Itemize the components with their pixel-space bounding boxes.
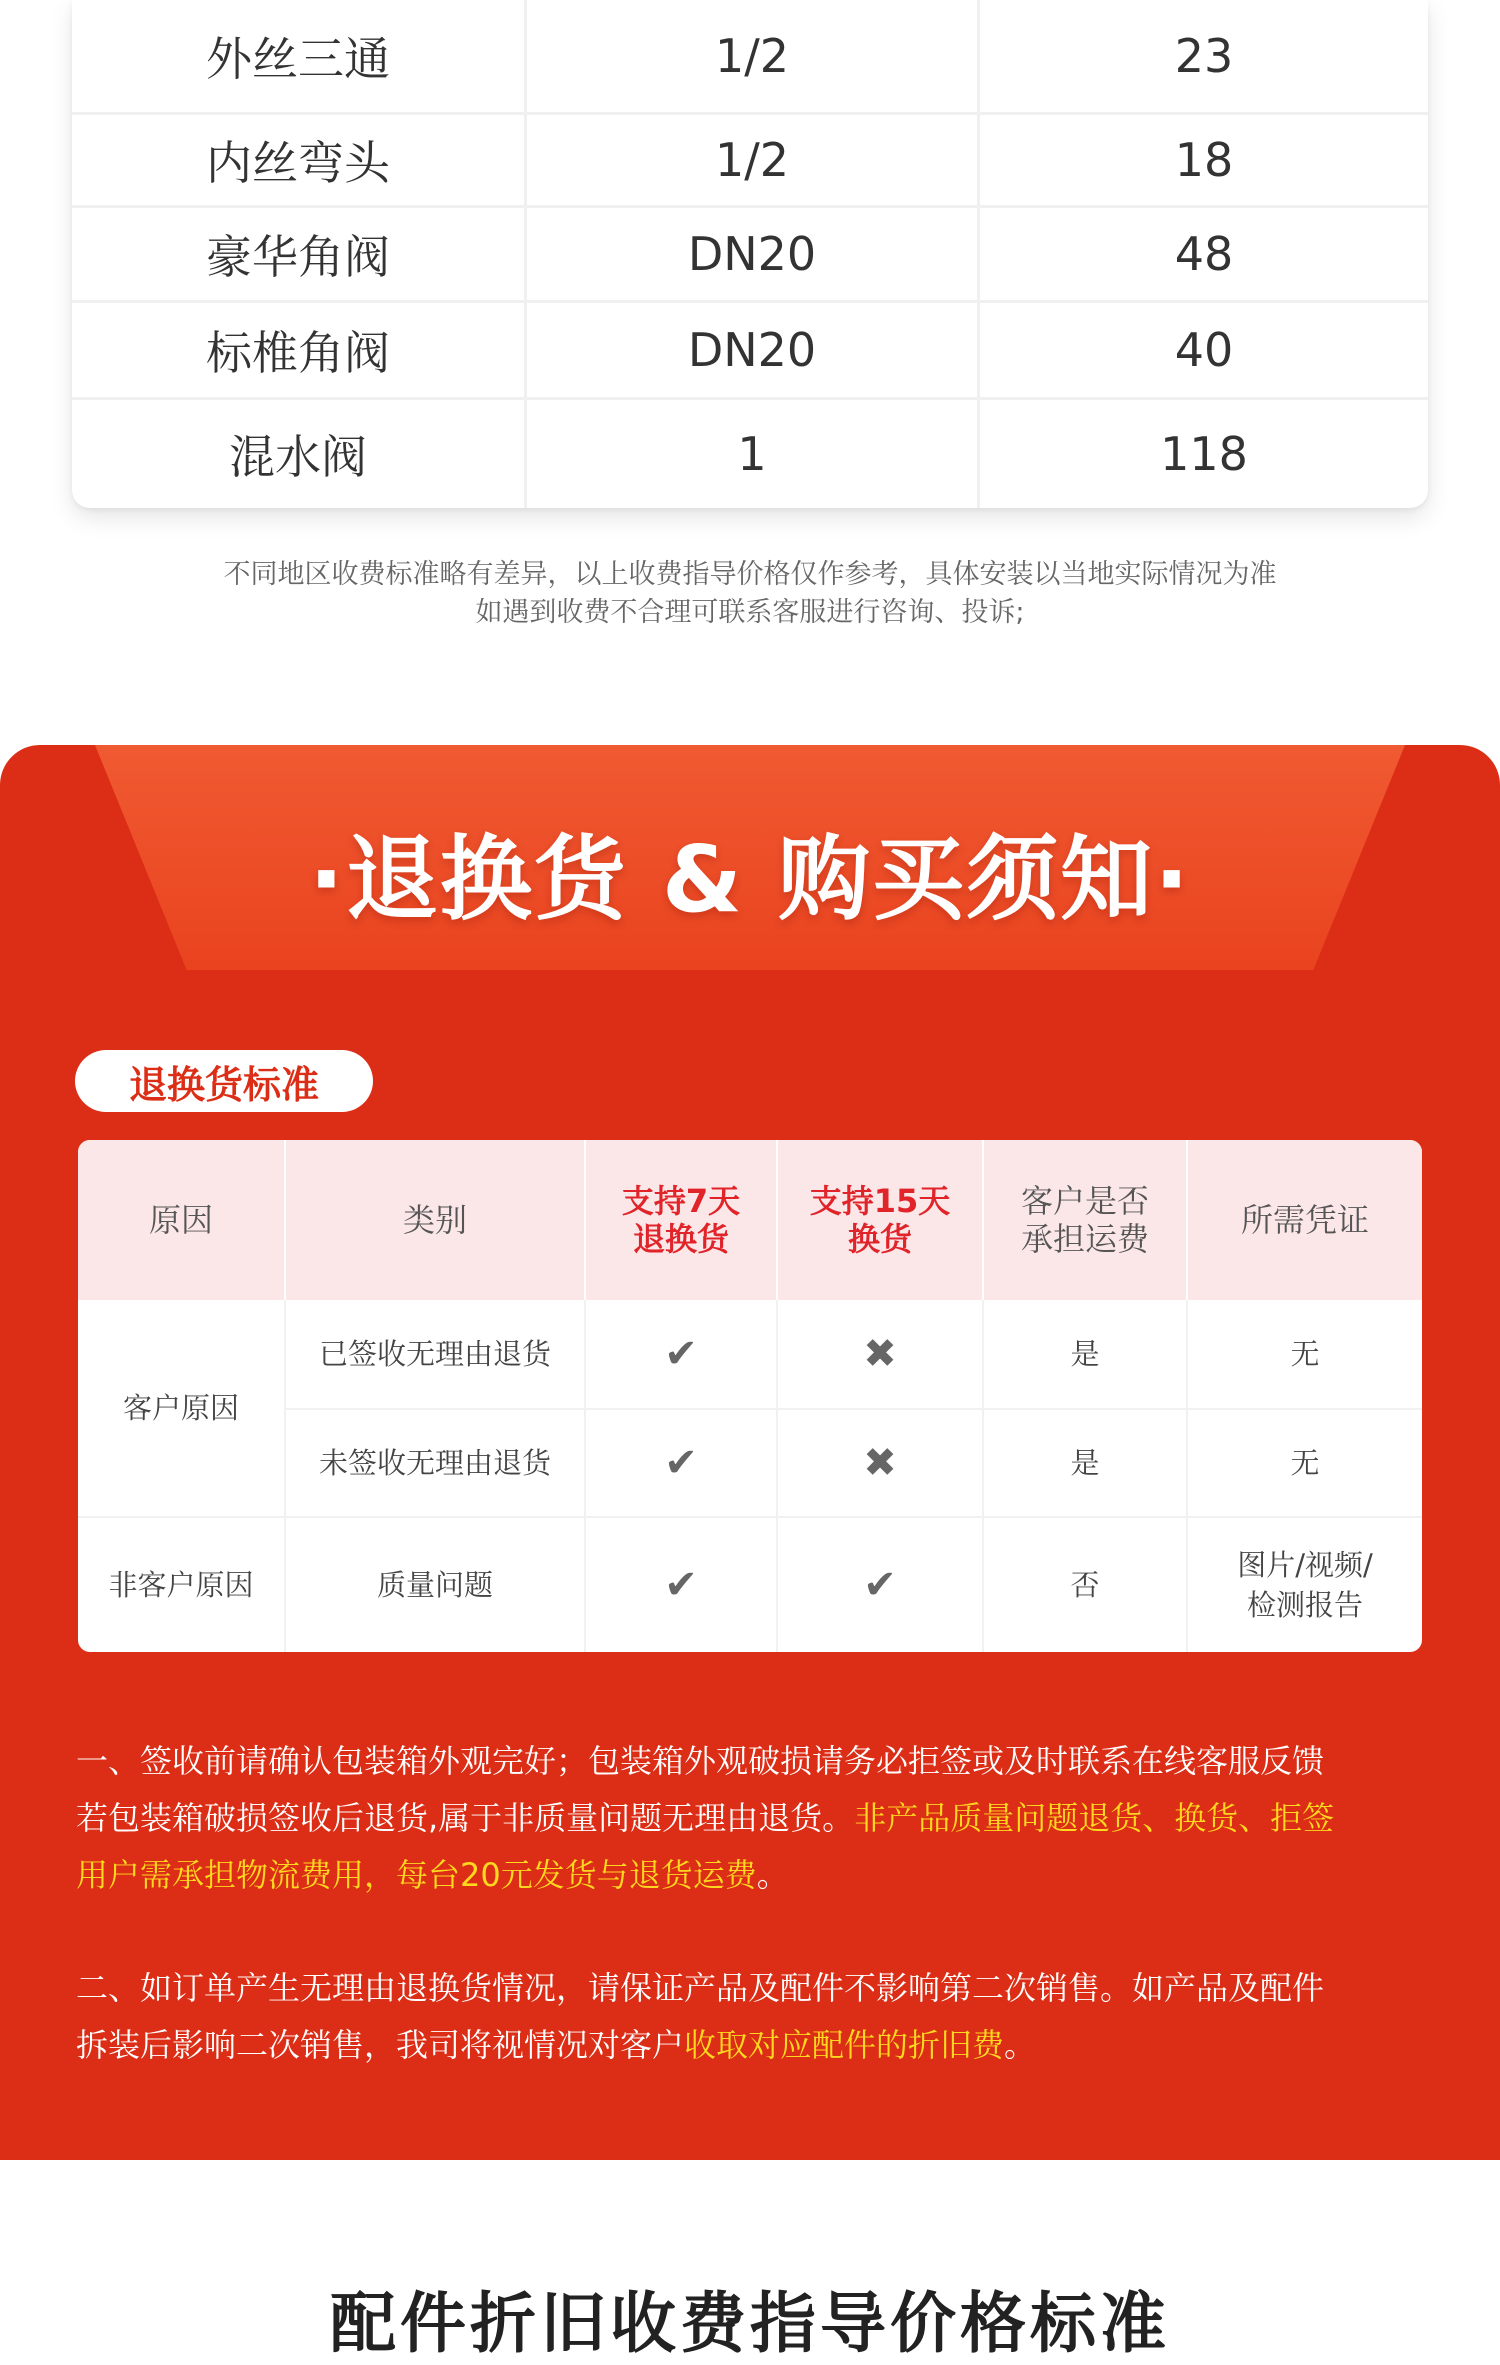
policy-title: ·退换货 & 购买须知·	[308, 826, 1192, 933]
fitting-name: 内丝弯头	[72, 115, 527, 205]
fitting-price: 48	[1174, 227, 1234, 281]
fitting-spec: 1/2	[527, 115, 980, 205]
table-row	[72, 208, 1428, 303]
cell-customer-reason: 客户原因	[78, 1300, 286, 1518]
price-note-line-1: 不同地区收费标准略有差异，以上收费指导价格仅作参考，具体安装以当地实际情况为准	[223, 559, 1277, 590]
notice-2-line-2-end: 。	[1004, 2026, 1037, 2064]
cell-r1-shipping: 是	[984, 1300, 1188, 1410]
cell-r2-shipping: 是	[984, 1410, 1188, 1518]
fitting-spec: DN20	[527, 208, 980, 300]
notice-2-line-2-plain: 拆装后影响二次销售，我司将视情况对客户	[76, 2026, 685, 2064]
fitting-spec: 1	[527, 400, 980, 508]
notice-1-line-2-highlight: 非产品质量问题退货、换货、拒签	[854, 1799, 1335, 1837]
check-icon: ✔	[586, 1410, 778, 1518]
table-row	[72, 0, 1428, 115]
fitting-name: 豪华角阀	[72, 208, 527, 300]
cell-r3-proof	[1188, 1518, 1422, 1652]
check-icon: ✔	[586, 1300, 778, 1410]
header-seven-day-line2: 退换货	[632, 1220, 729, 1258]
header-seven-day	[586, 1140, 778, 1300]
check-icon: ✔	[778, 1518, 984, 1652]
cell-r2-category: 未签收无理由退货	[286, 1410, 586, 1518]
next-section-title: 配件折旧收费指导价格标准	[330, 2285, 1170, 2362]
cross-icon: ✖	[778, 1300, 984, 1410]
cross-icon: ✖	[778, 1410, 984, 1518]
policy-section	[0, 745, 1500, 2160]
header-shipping-line2: 承担运费	[1020, 1220, 1149, 1258]
table-row	[72, 400, 1428, 508]
notice-2-line-2	[76, 2017, 1436, 2074]
header-fifteen-day	[778, 1140, 984, 1300]
notice-paragraph-2	[76, 1960, 1436, 2074]
header-reason-label: 原因	[148, 1201, 213, 1239]
notice-1-line-3-end: 。	[756, 1856, 789, 1894]
cell-r3-category: 质量问题	[286, 1518, 586, 1652]
fitting-name: 标椎角阀	[72, 303, 527, 397]
header-reason	[78, 1140, 286, 1300]
price-note-line-2: 如遇到收费不合理可联系客服进行咨询、投诉;	[475, 597, 1025, 628]
fitting-price: 18	[1174, 133, 1234, 187]
notice-1-line-2-plain: 若包装箱破损签收后退货,属于非质量问题无理由退货。	[76, 1799, 855, 1837]
header-seven-day-line1: 支持7天	[621, 1182, 741, 1220]
header-category-label: 类别	[402, 1201, 467, 1239]
price-table	[72, 0, 1428, 508]
table-row	[72, 303, 1428, 400]
notice-2-line-1: 二、如订单产生无理由退换货情况，请保证产品及配件不影响第二次销售。如产品及配件	[76, 1969, 1325, 2007]
cell-r3-shipping: 否	[984, 1518, 1188, 1652]
notice-1-line-1: 一、签收前请确认包装箱外观完好；包装箱外观破损请务必拒签或及时联系在线客服反馈	[76, 1742, 1325, 1780]
notice-2-line-2-highlight: 收取对应配件的折旧费	[684, 2026, 1005, 2064]
header-shipping-line1: 客户是否	[1020, 1182, 1149, 1220]
notice-1-line-2	[76, 1790, 1436, 1847]
cell-r2-proof: 无	[1188, 1410, 1422, 1518]
cell-r3-proof-line2: 检测报告	[1246, 1588, 1363, 1622]
section-pill: 退换货标准	[75, 1050, 373, 1112]
notice-1-line-3	[76, 1847, 1436, 1904]
notice-paragraph-1	[76, 1733, 1436, 1904]
notice-1-line-3-highlight: 用户需承担物流费用，每台20元发货与退货运费	[76, 1856, 757, 1894]
fitting-spec: DN20	[527, 303, 980, 397]
cell-r3-proof-line1: 图片/视频/	[1237, 1548, 1373, 1582]
cell-non-customer-reason: 非客户原因	[78, 1518, 286, 1652]
fitting-name: 混水阀	[72, 400, 527, 508]
cell-r1-proof: 无	[1188, 1300, 1422, 1410]
return-policy-table	[78, 1140, 1422, 1652]
header-fifteen-day-line2: 换货	[847, 1220, 912, 1258]
fitting-name: 外丝三通	[72, 0, 527, 112]
header-fifteen-day-line1: 支持15天	[809, 1182, 951, 1220]
header-category	[286, 1140, 586, 1300]
fitting-price: 118	[1160, 427, 1248, 481]
check-icon: ✔	[586, 1518, 778, 1652]
fitting-price: 23	[1174, 29, 1234, 83]
cell-r1-category: 已签收无理由退货	[286, 1300, 586, 1410]
fitting-price: 40	[1174, 323, 1234, 377]
header-shipping	[984, 1140, 1188, 1300]
header-proof-label: 所需凭证	[1240, 1201, 1369, 1239]
fitting-spec: 1/2	[527, 0, 980, 112]
header-proof	[1188, 1140, 1422, 1300]
table-row	[72, 115, 1428, 208]
